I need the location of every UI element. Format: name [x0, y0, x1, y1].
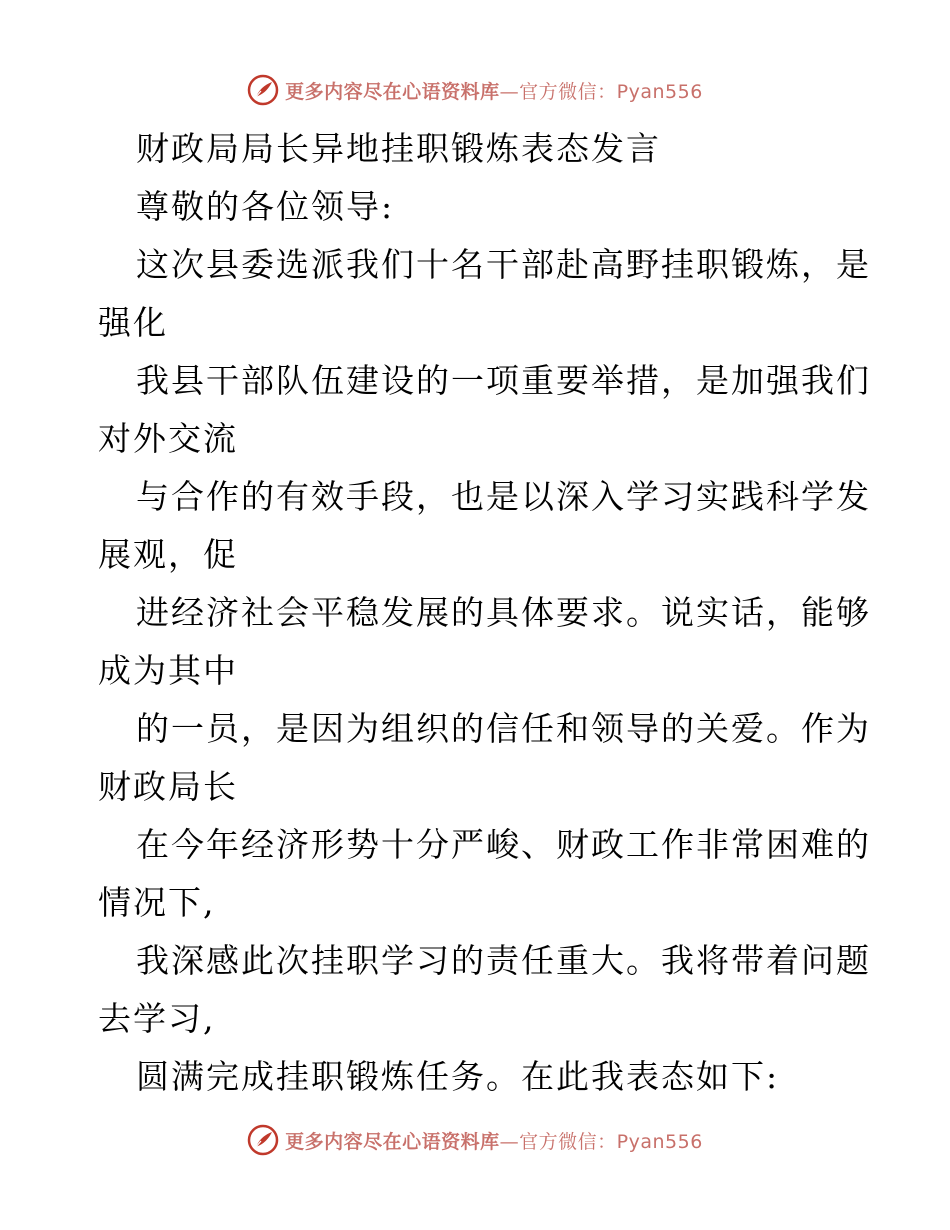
footer-banner-inner	[247, 1124, 703, 1156]
header-brand: 更多内容尽在心语资料库	[285, 80, 500, 103]
paragraph-line: 这次县委选派我们十名干部赴高野挂职锻炼，是	[136, 245, 871, 284]
document-body	[98, 120, 871, 1106]
quill-logo-icon	[247, 1124, 279, 1156]
header-banner	[0, 70, 950, 110]
footer-wechat: 官方微信：Pyan556	[519, 1130, 703, 1153]
document-salutation: 尊敬的各位领导:	[136, 187, 395, 226]
header-banner-text	[285, 77, 703, 104]
paragraph-line: 对外交流	[98, 419, 238, 458]
paragraph-line: 去学习,	[98, 999, 216, 1038]
paragraph-line: 情况下,	[98, 883, 216, 922]
paragraph-line: 进经济社会平稳发展的具体要求。说实话，能够	[136, 593, 871, 632]
footer-banner	[0, 1120, 950, 1160]
paragraph-line: 强化	[98, 303, 168, 342]
paragraph-line: 财政局长	[98, 767, 238, 806]
paragraph-line: 展观，促	[98, 535, 238, 574]
paragraph-line: 与合作的有效手段，也是以深入学习实践科学发	[136, 477, 871, 516]
document-title: 财政局局长异地挂职锻炼表态发言	[136, 129, 661, 168]
paragraph-line: 我深感此次挂职学习的责任重大。我将带着问题	[136, 941, 871, 980]
header-separator: —	[499, 80, 520, 103]
footer-banner-text	[285, 1127, 703, 1154]
paragraph-line: 我县干部队伍建设的一项重要举措，是加强我们	[136, 361, 871, 400]
header-wechat: 官方微信：Pyan556	[519, 80, 703, 103]
paragraph-line: 的一员，是因为组织的信任和领导的关爱。作为	[136, 709, 871, 748]
footer-separator: —	[499, 1130, 520, 1153]
paragraph-line: 圆满完成挂职锻炼任务。在此我表态如下:	[136, 1057, 780, 1096]
header-banner-inner	[247, 74, 703, 106]
quill-logo-icon	[247, 74, 279, 106]
footer-brand: 更多内容尽在心语资料库	[285, 1130, 500, 1153]
paragraph-line: 成为其中	[98, 651, 238, 690]
paragraph-line: 在今年经济形势十分严峻、财政工作非常困难的	[136, 825, 871, 864]
